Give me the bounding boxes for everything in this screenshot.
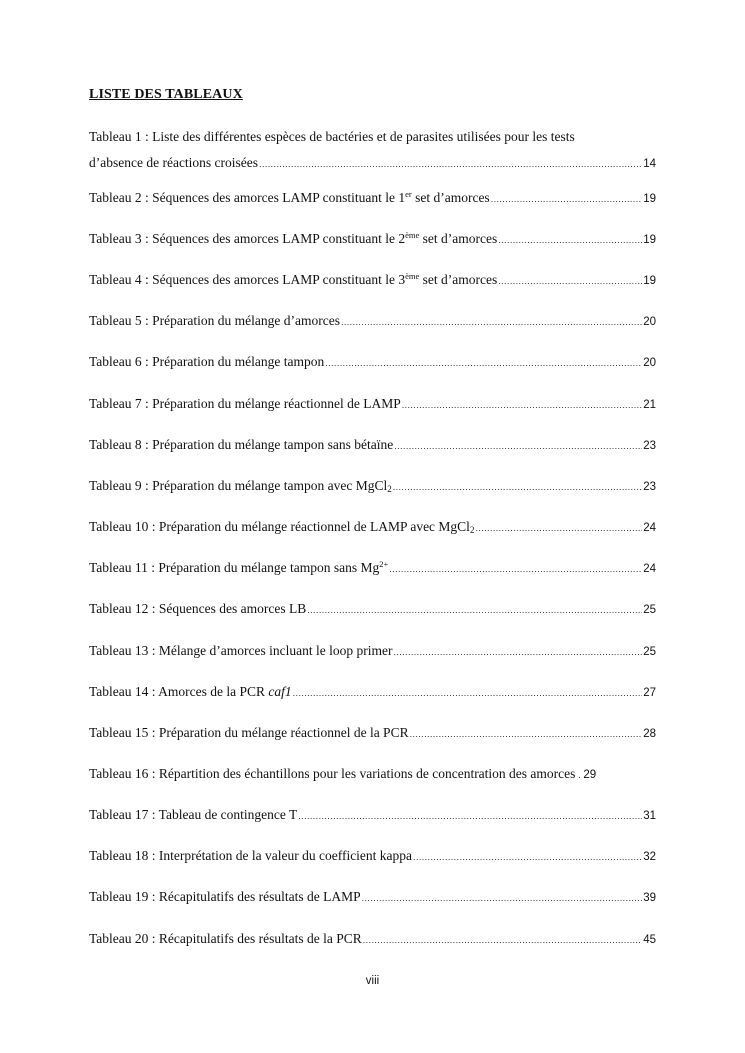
toc-entry-page: 24 xyxy=(643,563,656,575)
toc-entry[interactable] xyxy=(89,517,656,538)
toc-entry-page: 27 xyxy=(643,687,656,699)
toc-entry-title: Tableau 18 : Interprétation de la valeur du coefficient kappa xyxy=(89,848,413,863)
dot-leader xyxy=(307,600,642,620)
toc-entry-title: Tableau 5 : Préparation du mélange d’amorces xyxy=(89,313,340,328)
toc-entry[interactable] xyxy=(89,723,656,744)
toc-entry-title: Tableau 7 : Préparation du mélange réactionnel de LAMP xyxy=(89,396,401,411)
dot-leader xyxy=(298,806,642,826)
toc-entry-page: 25 xyxy=(643,646,656,658)
toc-entry-title: d’absence de réactions croisées xyxy=(89,155,259,170)
toc-entry-title: Tableau 8 : Préparation du mélange tampon sans bétaïne xyxy=(89,437,394,452)
toc-entry-page: 23 xyxy=(643,481,656,493)
toc-entry-title: Tableau 10 : Préparation du mélange réactionnel de LAMP avec MgCl$_2$ xyxy=(89,519,475,535)
toc-entry-page: 29 xyxy=(583,769,597,781)
dot-leader xyxy=(410,724,643,744)
dot-leader xyxy=(362,888,643,908)
toc-entry-page: 32 xyxy=(643,851,656,863)
toc-entry[interactable] xyxy=(89,599,656,620)
toc-entry-title: Tableau 3 : Séquences des amorces LAMP constituant le 2ème set d’amorces xyxy=(89,230,498,246)
dot-leader xyxy=(389,559,642,579)
toc-entry[interactable] xyxy=(89,311,656,332)
dot-leader xyxy=(578,765,582,785)
page-number: viii xyxy=(365,975,380,987)
dot-leader xyxy=(491,189,643,209)
dot-leader xyxy=(393,477,642,497)
toc-entry-title: Tableau 19 : Récapitulatifs des résultats de LAMP xyxy=(89,889,361,904)
toc-entry[interactable] xyxy=(89,929,656,950)
toc-entry-title: Tableau 12 : Séquences des amorces LB xyxy=(89,601,307,616)
toc-entry-page: 28 xyxy=(643,728,656,740)
toc-entry-page: 23 xyxy=(643,440,656,452)
toc-entry-page: 39 xyxy=(643,892,656,904)
dot-leader xyxy=(363,930,642,950)
toc-entry-title: Tableau 13 : Mélange d’amorces incluant le loop primer xyxy=(89,643,393,658)
dot-leader xyxy=(325,353,642,373)
dot-leader xyxy=(393,642,642,662)
toc-entry[interactable] xyxy=(89,558,656,579)
toc-entry[interactable] xyxy=(89,270,656,291)
toc-entry-title: Tableau 20 : Récapitulatifs des résultats de la PCR xyxy=(89,931,362,946)
toc-entry[interactable] xyxy=(89,124,656,177)
dot-leader xyxy=(475,518,642,538)
toc-entry[interactable] xyxy=(89,394,656,415)
toc-entry[interactable] xyxy=(89,229,656,250)
toc-entry-page: 14 xyxy=(643,158,656,170)
toc-entry-title: Tableau 11 : Préparation du mélange tampon sans $Mg^{2+}$ xyxy=(89,559,389,575)
dot-leader xyxy=(402,395,643,415)
toc-entry[interactable] xyxy=(89,352,656,373)
toc-entry-page: 20 xyxy=(643,316,656,328)
toc-entry-page: 19 xyxy=(643,193,656,205)
toc-entry-title: Tableau 17 : Tableau de contingence T xyxy=(89,807,298,822)
toc-entry-page: 21 xyxy=(643,399,656,411)
dot-leader xyxy=(394,436,642,456)
toc-entry[interactable] xyxy=(89,641,656,662)
dot-leader xyxy=(259,151,642,177)
toc-entry-page: 45 xyxy=(643,934,656,946)
dot-leader xyxy=(413,847,642,867)
toc-entry-page: 31 xyxy=(643,810,656,822)
dot-leader xyxy=(498,230,642,250)
dot-leader xyxy=(498,271,642,291)
toc-entry[interactable] xyxy=(89,435,656,456)
toc-entry[interactable] xyxy=(89,887,656,908)
toc-entry-title-line: Tableau 1 : Liste des différentes espèces de bactéries et de parasites utilisées pour les tests xyxy=(89,129,575,144)
toc-entry-title: Tableau 4 : Séquences des amorces LAMP constituant le 3ème set d’amorces xyxy=(89,271,498,287)
toc-entry-title: Tableau 14 : Amorces de la PCR caf1 xyxy=(89,684,292,699)
toc-entry-page: 24 xyxy=(643,522,656,534)
toc-entry-title: Tableau 6 : Préparation du mélange tampon xyxy=(89,354,325,369)
list-heading: LISTE DES TABLEAUX xyxy=(89,87,243,102)
toc-entry-title: Tableau 16 : Répartition des échantillons pour les variations de concentration des amorces xyxy=(89,766,576,781)
dot-leader xyxy=(293,683,643,703)
dot-leader xyxy=(341,312,642,332)
toc-entry[interactable] xyxy=(89,764,656,785)
toc-entry-title: Tableau 9 : Préparation du mélange tampon avec MgCl$_2$ xyxy=(89,478,392,494)
toc-entry[interactable] xyxy=(89,805,656,826)
toc-entry-title: Tableau 2 : Séquences des amorces LAMP constituant le 1er set d’amorces xyxy=(89,189,490,205)
toc-entry-page: 19 xyxy=(643,275,656,287)
toc-entry-page: 25 xyxy=(643,604,656,616)
toc-entry[interactable] xyxy=(89,846,656,867)
toc-entry[interactable] xyxy=(89,188,656,209)
toc-entry-page: 19 xyxy=(643,234,656,246)
toc-entry-title: Tableau 15 : Préparation du mélange réactionnel de la PCR xyxy=(89,725,409,740)
toc-entry-page: 20 xyxy=(643,357,656,369)
toc-entry[interactable] xyxy=(89,476,656,497)
toc-entry[interactable] xyxy=(89,682,656,703)
